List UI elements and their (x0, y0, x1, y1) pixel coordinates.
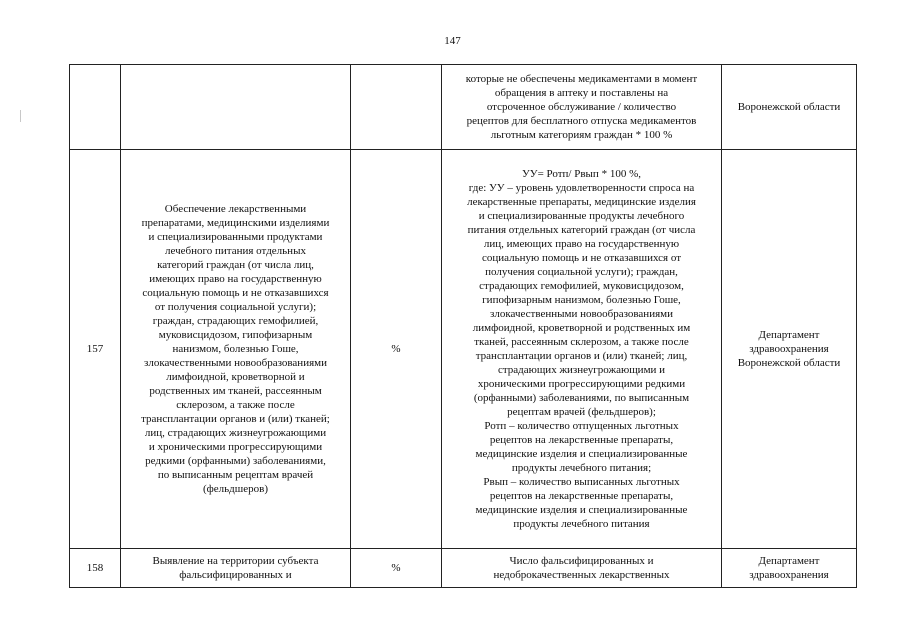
text-line: УУ= Ротп/ Рвып * 100 %, (522, 168, 641, 180)
text-line: где: УУ – уровень удовлетворенности спроса на (468, 182, 695, 194)
text-line: родственных им тканей, рассеянным (149, 385, 322, 397)
row-number-cell: 158 (70, 549, 121, 588)
text-line: граждан, страдающих гемофилией, (152, 315, 319, 327)
text-line: продукты лечебного питания (513, 518, 650, 530)
text-line: Ротп – количество отпущенных льготных (484, 420, 679, 432)
page-number: 147 (444, 35, 461, 47)
indicator-name-cell (121, 150, 351, 549)
text-line: лечебного питания отдельных (165, 245, 306, 257)
text-line: страдающих гемофилией, муковисцидозом, (479, 280, 684, 292)
text-line: и хроническими прогрессирующими (148, 441, 323, 453)
text-line: склерозом, а также после (176, 399, 295, 411)
text-line: редкими (орфанными) заболеваниями, (145, 455, 326, 467)
unit-cell (351, 65, 442, 150)
text-line: (орфанными) заболеваниями, по выписанным (473, 392, 690, 404)
indicator-name-cell (121, 65, 351, 150)
text-line: здравоохранения (749, 569, 829, 581)
text-line: социальную помощь и не отказавшихся от (481, 252, 682, 264)
text-line: питания отдельных категорий граждан (от числа (467, 224, 696, 236)
unit-cell: % (351, 549, 442, 588)
text-line: продукты лечебного питания; (511, 462, 652, 474)
text-line: хроническими прогрессирующими редкими (477, 378, 686, 390)
table-row (70, 65, 857, 150)
text-line: лекарственные препараты, медицинские изделия (467, 196, 696, 208)
text-line: Выявление на территории субъекта (152, 555, 319, 567)
text-line: лиц, страдающих жизнеугрожающими (144, 427, 327, 439)
text-line: обращения в аптеку и поставлены на (494, 87, 669, 99)
text-line: здравоохранения (749, 343, 829, 355)
margin-mark (20, 110, 21, 122)
text-line: лиц, имеющих право на государственную (483, 238, 680, 250)
text-line: (фельдшеров) (203, 483, 268, 495)
text-line: Департамент (758, 555, 820, 567)
text-line: медицинские изделия и специализированные (475, 504, 688, 516)
text-line: от получения социальной услуги); (154, 301, 317, 313)
text-line: социальную помощь и не отказавшихся (142, 287, 329, 299)
text-line: страдающих жизнеугрожающими и (497, 364, 666, 376)
text-line: рецептов для бесплатного отпуска медикаментов (466, 115, 697, 127)
text-line: муковисцидозом, гипофизарным (158, 329, 313, 341)
text-line: гипофизарным нанизмом, болезнью Гоше, (482, 294, 681, 306)
text-line: получения социальной услуги); граждан, (485, 266, 678, 278)
text-line: трансплантации органов и (или) тканей; (141, 413, 330, 425)
unit-cell: % (351, 150, 442, 549)
text-line: лимфоидной, кроветворной и родственных им (472, 322, 691, 334)
table-row (70, 549, 857, 588)
responsible-cell (722, 150, 857, 549)
text-line: по выписанным рецептам врачей (157, 469, 314, 481)
text-line: имеющих право на государственную (149, 273, 322, 285)
text-line: Департамент (758, 329, 820, 341)
text-line: Обеспечение лекарственными (164, 203, 307, 215)
indicators-table (69, 64, 857, 588)
text-line: которые не обеспечены медикаментами в момент (465, 73, 698, 85)
text-line: Воронежской области (737, 101, 841, 113)
text-line: препаратами, медицинскими изделиями (141, 217, 330, 229)
text-line: Рвып – количество выписанных льготных (483, 476, 680, 488)
formula-cell (442, 549, 722, 588)
text-line: лимфоидной, кроветворной и (166, 371, 305, 383)
text-line: тканей, рассеянным склерозом, а также после (474, 336, 689, 348)
text-line: Число фальсифицированных и (509, 555, 654, 567)
text-line: Воронежской области (737, 357, 841, 369)
formula-cell (442, 65, 722, 150)
text-line: злокачественными новообразованиями (144, 357, 327, 369)
text-line: категорий граждан (от числа лиц, (157, 259, 314, 271)
formula-cell (442, 150, 722, 549)
text-line: льготным категориям граждан * 100 % (490, 129, 673, 141)
text-line: рецептам врачей (фельдшеров); (507, 406, 656, 418)
text-line: медицинские изделия и специализированные (475, 448, 688, 460)
indicator-name-cell (121, 549, 351, 588)
text-line: и специализированными продуктами (148, 231, 323, 243)
text-line: недоброкачественных лекарственных (493, 569, 670, 581)
text-line: нанизмом, болезнью Гоше, (172, 343, 299, 355)
text-line: рецептов на лекарственные препараты, (489, 434, 674, 446)
row-number-cell (70, 65, 121, 150)
row-number-cell: 157 (70, 150, 121, 549)
responsible-cell (722, 549, 857, 588)
text-line: злокачественными новообразованиями (490, 308, 673, 320)
responsible-cell (722, 65, 857, 150)
text-line: трансплантации органов и (или) тканей; лиц, (475, 350, 688, 362)
text-line: фальсифицированных и (179, 569, 292, 581)
text-line: и специализированные продукты лечебного (478, 210, 685, 222)
text-line: отсроченное обслуживание / количество (486, 101, 677, 113)
text-line: рецептов на лекарственные препараты, (489, 490, 674, 502)
table-row (70, 150, 857, 549)
